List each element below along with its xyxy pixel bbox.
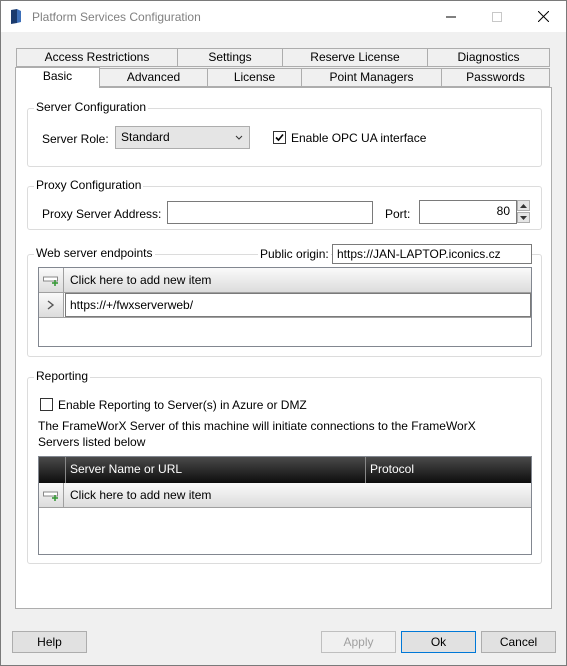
port-label: Port: xyxy=(385,207,411,221)
row-header-corner xyxy=(39,457,65,483)
enable-reporting-label: Enable Reporting to Server(s) in Azure or DMZ xyxy=(58,398,307,412)
minimize-icon xyxy=(446,12,456,22)
add-new-item-row[interactable] xyxy=(39,483,531,508)
reporting-servers-grid xyxy=(38,456,532,555)
tab-label: Point Managers xyxy=(329,70,414,84)
maximize-button[interactable] xyxy=(474,1,520,32)
reporting-description-line1: The FrameWorX Server of this machine will initiate connections to the FrameWorX xyxy=(38,419,476,433)
spin-down-button[interactable] xyxy=(517,212,530,223)
close-button[interactable] xyxy=(520,1,566,32)
minimize-button[interactable] xyxy=(428,1,474,32)
close-icon xyxy=(538,11,549,22)
group-title: Proxy Configuration xyxy=(36,178,142,192)
group-title: Web server endpoints xyxy=(36,246,153,260)
server-role-label: Server Role: xyxy=(42,132,109,146)
add-new-item-text: Click here to add new item xyxy=(70,488,212,502)
row-header xyxy=(39,293,64,317)
server-configuration-group xyxy=(27,100,542,167)
reporting-group xyxy=(27,369,542,564)
port-input[interactable] xyxy=(419,200,517,224)
tab-reserve-license[interactable] xyxy=(282,48,428,67)
add-row-icon xyxy=(43,275,60,286)
web-endpoints-grid xyxy=(38,267,532,347)
port-value: 80 xyxy=(496,204,510,218)
tab-label: Diagnostics xyxy=(457,50,520,64)
tab-label: Basic xyxy=(42,69,73,83)
tab-passwords[interactable] xyxy=(441,68,550,87)
public-origin-label: Public origin: xyxy=(260,247,329,261)
cancel-button[interactable]: Cancel xyxy=(481,631,556,653)
tab-panel-basic xyxy=(15,87,552,609)
endpoint-cell[interactable]: https://+/fwxserverweb/ xyxy=(65,293,531,317)
tab-settings[interactable] xyxy=(177,48,283,67)
tab-license[interactable] xyxy=(207,68,302,87)
public-origin-input[interactable]: https://JAN-LAPTOP.iconics.cz xyxy=(332,244,532,264)
title-bar xyxy=(1,1,566,32)
tab-diagnostics[interactable] xyxy=(427,48,550,67)
proxy-address-input[interactable] xyxy=(167,201,373,224)
tab-label: Access Restrictions xyxy=(44,50,150,64)
column-header-server[interactable]: Server Name or URL xyxy=(65,457,365,483)
tab-label: License xyxy=(233,70,276,84)
group-title: Reporting xyxy=(36,369,89,383)
checkmark-icon xyxy=(274,132,285,143)
proxy-address-label: Proxy Server Address: xyxy=(42,207,162,221)
app-icon xyxy=(10,9,22,24)
tab-advanced[interactable] xyxy=(99,68,208,87)
group-title: Server Configuration xyxy=(36,100,147,114)
caret-down-icon xyxy=(520,216,527,220)
enable-reporting-checkbox[interactable] xyxy=(40,398,53,411)
server-role-combo[interactable] xyxy=(115,126,250,149)
tab-label: Advanced xyxy=(126,70,181,84)
add-new-item-text: Click here to add new item xyxy=(70,273,212,287)
add-row-icon xyxy=(43,490,60,501)
port-spinner[interactable] xyxy=(517,200,531,224)
caret-up-icon xyxy=(520,204,527,208)
add-new-item-row[interactable] xyxy=(39,268,531,293)
tab-basic[interactable] xyxy=(15,67,100,88)
reporting-description-line2: Servers listed below xyxy=(38,435,146,449)
table-row[interactable] xyxy=(39,293,531,318)
row-header xyxy=(39,268,64,292)
opc-ua-checkbox[interactable] xyxy=(273,131,286,144)
row-header xyxy=(39,483,64,507)
apply-button[interactable]: Apply xyxy=(321,631,396,653)
tab-label: Reserve License xyxy=(310,50,400,64)
tab-label: Passwords xyxy=(466,70,525,84)
window-title: Platform Services Configuration xyxy=(32,10,201,24)
chevron-down-icon xyxy=(235,131,243,143)
maximize-icon xyxy=(492,12,502,22)
tab-access-restrictions[interactable] xyxy=(16,48,178,67)
tab-point-managers[interactable] xyxy=(301,68,442,87)
chevron-right-icon xyxy=(47,300,55,310)
opc-ua-label: Enable OPC UA interface xyxy=(291,131,427,145)
proxy-configuration-group xyxy=(27,178,542,230)
column-header-protocol[interactable]: Protocol xyxy=(365,457,531,483)
help-button[interactable]: Help xyxy=(12,631,87,653)
spin-up-button[interactable] xyxy=(517,200,530,211)
ok-button[interactable]: Ok xyxy=(401,631,476,653)
web-endpoints-group xyxy=(27,246,542,357)
tab-label: Settings xyxy=(208,50,252,64)
grid-header-row xyxy=(39,457,531,483)
server-role-value: Standard xyxy=(121,130,170,144)
